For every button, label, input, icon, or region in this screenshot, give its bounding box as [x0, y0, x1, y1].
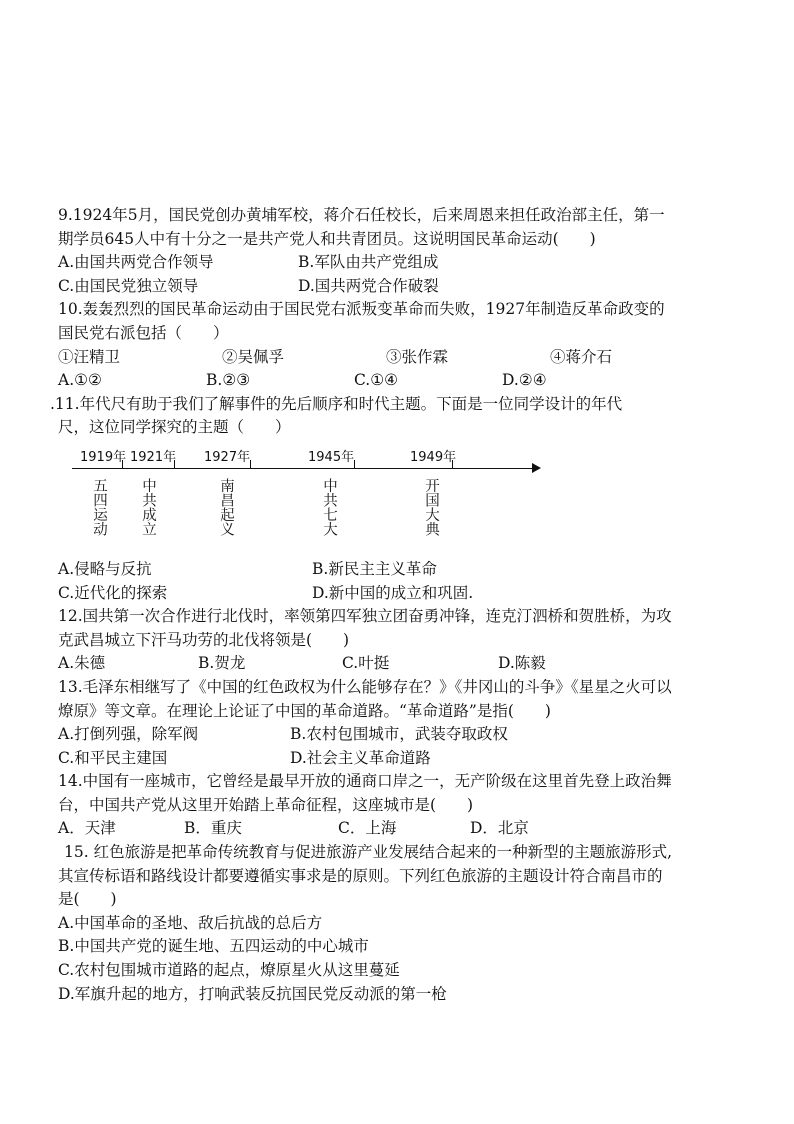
- question-9-option-d: D.国共两党合作破裂: [298, 276, 439, 295]
- question-10-item-2: ②吴佩孚: [222, 347, 285, 366]
- question-15-option-d: D.军旗升起的地方，打响武装反抗国民党反动派的第一枪: [58, 984, 447, 1003]
- question-14-stem-line2: 台，中国共产党从这里开始踏上革命征程，这座城市是( ): [58, 795, 474, 814]
- question-12-option-c: C.叶挺: [342, 654, 390, 673]
- timeline-axis: [72, 468, 538, 469]
- question-15-option-c: C.农村包围城市道路的起点，燎原星火从这里蔓延: [58, 961, 400, 980]
- timeline-year-1949: 1949年: [410, 449, 457, 465]
- timeline-arrow-icon: [532, 463, 541, 473]
- question-14-option-a: A．天津: [58, 819, 116, 838]
- question-12-stem-line2: 克武昌城立下汗马功劳的北伐将领是( ): [58, 630, 350, 649]
- question-13-option-a: A.打倒列强，除军阀: [58, 725, 199, 744]
- question-11: [50, 393, 774, 605]
- question-13-option-c: C.和平民主建国: [58, 748, 168, 767]
- question-10-stem-line1: 10.轰轰烈烈的国民革命运动由于国民党右派叛变革命而失败，1927年制造反革命政变的: [58, 300, 665, 319]
- question-14-stem-line1: 14.中国有一座城市，它曾经是最早开放的通商口岸之一，无产阶级在这里首先登上政治舞: [58, 772, 672, 791]
- timeline-tick: [250, 460, 251, 469]
- question-9-stem-line1: 9.1924年5月，国民党创办黄埔军校，蒋介石任校长，后来周恩来担任政治部主任，第一: [58, 206, 665, 224]
- question-9: [58, 204, 774, 298]
- question-11-option-b: B.新民主主义革命: [312, 559, 437, 578]
- question-9-option-c: C.由国民党独立领导: [58, 276, 199, 295]
- question-15-stem-line1: 15. 红色旅游是把革命传统教育与促进旅游产业发展结合起来的一种新型的主题旅游形式,: [64, 843, 673, 862]
- exam-page: [50, 204, 774, 1006]
- question-12-option-a: A.朱德: [58, 654, 106, 673]
- question-15-stem-line3: 是( ): [58, 890, 117, 909]
- timeline-ruler: [58, 446, 774, 554]
- timeline-event-cpc-founded: 中共成立: [140, 477, 156, 536]
- question-12: [58, 605, 774, 676]
- question-13: [58, 676, 774, 770]
- question-10-option-a: A.①②: [58, 371, 102, 390]
- question-10-item-1: ①汪精卫: [58, 347, 121, 366]
- question-13-option-d: D.社会主义革命道路: [290, 748, 431, 767]
- question-10-stem-line2: 国民党右派包括（ ）: [58, 323, 229, 342]
- timeline-year-1927: 1927年: [204, 449, 251, 465]
- timeline-event-seventh-congress: 中共七大: [321, 477, 337, 536]
- question-13-option-b: B.农村包围城市，武装夺取政权: [290, 725, 508, 744]
- question-13-stem-line1: 13.毛泽东相继写了《中国的红色政权为什么能够存在？》《井冈山的斗争》《星星之火可以: [58, 677, 672, 696]
- question-15: [58, 841, 774, 1006]
- question-11-option-c: C.近代化的探索: [58, 583, 168, 602]
- question-12-option-b: B.贺龙: [198, 654, 246, 673]
- question-15-stem-line2: 其宣传标语和路线设计都要遵循实事求是的原则。下列红色旅游的主题设计符合南昌市的: [58, 866, 663, 885]
- timeline-event-founding-ceremony: 开国大典: [423, 477, 439, 536]
- question-14: [58, 770, 774, 841]
- question-14-option-b: B．重庆: [184, 819, 242, 838]
- question-13-stem-line2: 燎原》等文章。在理论上论证了中国的革命道路。“革命道路”是指( ): [58, 701, 551, 720]
- question-12-option-d: D.陈毅: [498, 654, 546, 673]
- question-10: [58, 298, 774, 392]
- timeline-tick: [452, 460, 453, 469]
- question-10-item-4: ④蒋介石: [550, 347, 613, 366]
- timeline-tick: [354, 460, 355, 469]
- timeline-year-1921: 1921年: [130, 449, 177, 465]
- timeline-year-1919: 1919年: [80, 449, 127, 465]
- question-11-stem-line2: 尺，这位同学探究的主题（ ）: [58, 418, 291, 437]
- question-10-item-3: ③张作霖: [386, 347, 449, 366]
- timeline-tick: [122, 460, 123, 469]
- question-9-option-b: B.军队由共产党组成: [298, 253, 439, 272]
- question-9-option-a: A.由国共两党合作领导: [58, 253, 214, 272]
- question-10-option-b: B.②③: [206, 371, 251, 390]
- question-11-option-d: D.新中国的成立和巩固.: [312, 583, 474, 602]
- timeline-tick: [174, 460, 175, 469]
- question-10-option-c: C.①④: [354, 371, 399, 390]
- question-12-stem-line1: 12.国共第一次合作进行北伐时，率领第四军独立团奋勇冲锋，连克汀泗桥和贺胜桥，为攻: [58, 607, 672, 626]
- timeline-year-1945: 1945年: [308, 449, 355, 465]
- question-9-stem-line2: 期学员645人中有十分之一是共产党人和共青团员。这说明国民革命运动( ): [58, 229, 596, 248]
- question-14-option-c: C．上海: [338, 819, 397, 838]
- timeline-event-nanchang-uprising: 南昌起义: [218, 477, 234, 536]
- timeline-event-may-fourth: 五四运动: [91, 477, 107, 536]
- question-11-option-a: A.侵略与反抗: [58, 559, 152, 578]
- question-14-option-d: D．北京: [470, 819, 529, 838]
- question-10-option-d: D.②④: [502, 371, 547, 390]
- question-15-option-a: A.中国革命的圣地、敌后抗战的总后方: [58, 913, 323, 932]
- question-15-option-b: B.中国共产党的诞生地、五四运动的中心城市: [58, 937, 369, 956]
- question-11-stem-line1: .11.年代尺有助于我们了解事件的先后顺序和时代主题。下面是一位同学设计的年代: [50, 394, 623, 413]
